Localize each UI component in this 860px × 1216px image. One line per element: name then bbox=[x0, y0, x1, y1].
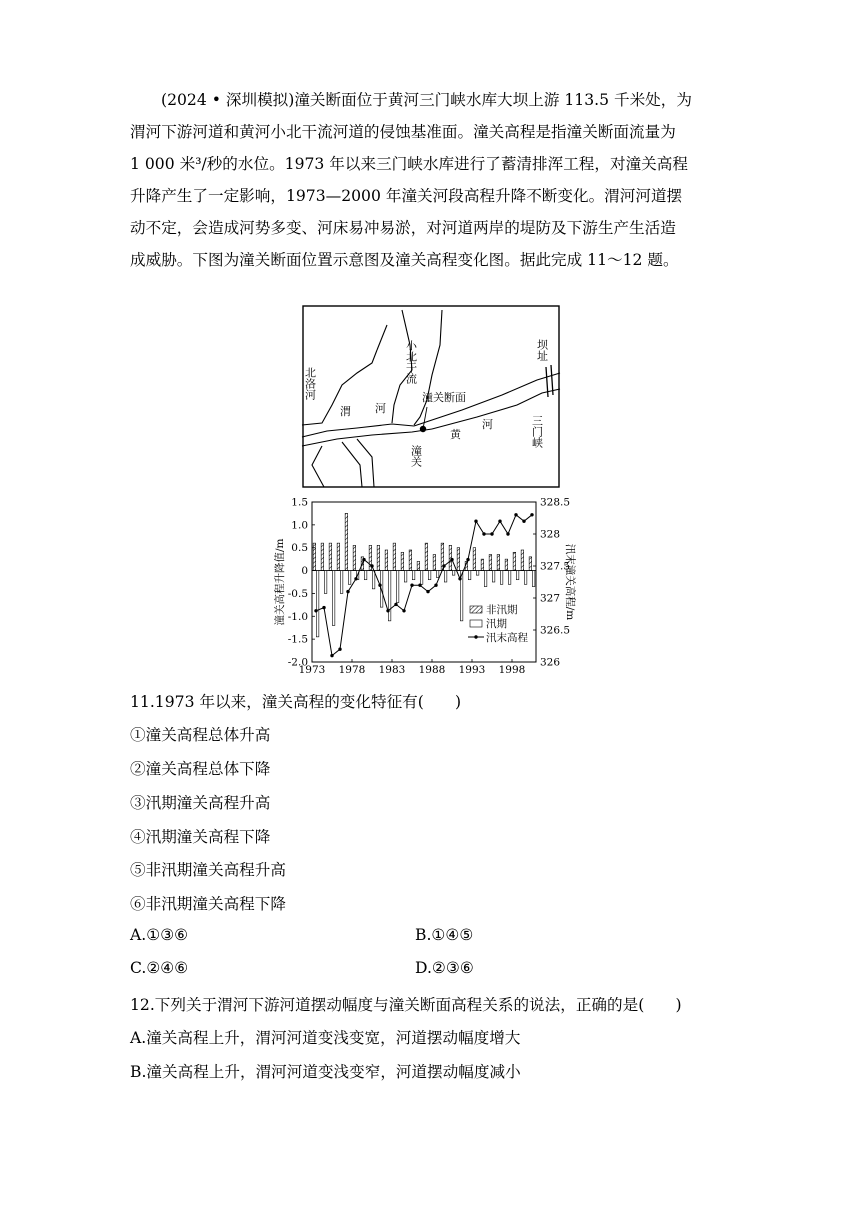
end-elevation-point bbox=[474, 520, 477, 523]
flood-bar bbox=[420, 571, 423, 585]
non-flood-bar bbox=[353, 545, 356, 570]
tongguan-label: 潼关 bbox=[409, 445, 423, 467]
x-tick-label: 1983 bbox=[378, 664, 406, 676]
flood-bar bbox=[340, 571, 343, 594]
y-right-tick-label: 328.5 bbox=[540, 496, 571, 509]
end-elevation-point bbox=[394, 603, 397, 606]
intro-line: 成威胁。下图为潼关断面位置示意图及潼关高程变化图。据此完成 11～12 题。 bbox=[130, 251, 679, 269]
end-elevation-point bbox=[426, 590, 429, 593]
flood-bar bbox=[516, 571, 519, 580]
non-flood-bar bbox=[521, 550, 524, 571]
map-label-beiluo-river bbox=[304, 367, 317, 401]
y-right-tick-label: 328 bbox=[540, 528, 561, 541]
non-flood-bar bbox=[393, 543, 396, 570]
flood-bar bbox=[444, 571, 447, 582]
flood-bar bbox=[492, 571, 495, 582]
end-elevation-point bbox=[498, 520, 501, 523]
end-elevation-point bbox=[346, 590, 349, 593]
y-left-tick-label: 1.0 bbox=[291, 519, 308, 532]
flood-bar bbox=[468, 571, 471, 580]
y-left-tick-label: 1.5 bbox=[291, 496, 308, 509]
legend-label-flood: 汛期 bbox=[486, 618, 507, 630]
y-left-tick-label: 0 bbox=[301, 565, 308, 578]
y-left-tick-label: -2.0 bbox=[287, 656, 308, 669]
non-flood-bar bbox=[345, 513, 348, 570]
huang-label-2: 河 bbox=[482, 418, 493, 431]
end-elevation-point bbox=[466, 558, 469, 561]
legend-label-line: 汛末高程 bbox=[486, 632, 528, 644]
flood-bar bbox=[500, 571, 503, 585]
non-flood-bar bbox=[417, 561, 420, 570]
wei-label-2: 河 bbox=[375, 402, 386, 415]
non-flood-bar bbox=[513, 552, 516, 570]
y-left-tick-label: -1.0 bbox=[287, 610, 308, 623]
xiaobei-label: 小北干流 bbox=[404, 340, 418, 384]
non-flood-bar bbox=[481, 559, 484, 570]
end-elevation-point bbox=[450, 558, 453, 561]
non-flood-bar bbox=[337, 543, 340, 570]
end-elevation-point bbox=[338, 648, 341, 651]
intro-line: (2024 • 深圳模拟)潼关断面位于黄河三门峡水库大坝上游 113.5 千米处，为 bbox=[161, 91, 692, 109]
intro-paragraph bbox=[130, 84, 730, 276]
non-flood-bar bbox=[425, 543, 428, 570]
end-elevation-point bbox=[370, 564, 373, 567]
non-flood-bar bbox=[329, 543, 332, 570]
end-elevation-point bbox=[386, 609, 389, 612]
y-left-tick-label: 0.5 bbox=[291, 542, 308, 555]
flood-bar bbox=[524, 571, 527, 585]
dam-label: 坝址 bbox=[535, 339, 549, 361]
non-flood-bar bbox=[377, 545, 380, 570]
end-elevation-point bbox=[530, 513, 533, 516]
q11-stem: 11.1973 年以来，潼关高程的变化特征有( ) bbox=[130, 693, 462, 711]
intro-line: 1 000 米³/秒的水位。1973 年以来三门峡水库进行了蓄清排浑工程，对潼关高程 bbox=[130, 155, 688, 173]
duanmian-label: 潼关断面 bbox=[422, 391, 466, 404]
non-flood-bar bbox=[409, 550, 412, 571]
q11-option-b[interactable]: B.①④⑤ bbox=[415, 926, 474, 944]
end-elevation-point bbox=[506, 532, 509, 535]
y-right-tick-label: 326.5 bbox=[540, 624, 571, 637]
non-flood-bar bbox=[489, 555, 492, 571]
end-elevation-point bbox=[330, 654, 333, 657]
flood-bar bbox=[332, 571, 335, 626]
chart-legend bbox=[468, 603, 528, 644]
y-right-tick-label: 326 bbox=[540, 656, 561, 669]
flood-bar bbox=[452, 571, 455, 576]
end-elevation-point bbox=[402, 609, 405, 612]
flood-bar bbox=[364, 571, 367, 580]
flood-bar bbox=[316, 571, 319, 637]
end-elevation-point bbox=[490, 532, 493, 535]
q12-option-b[interactable]: B.潼关高程上升，渭河河道变浅变窄，河道摆动幅度减小 bbox=[130, 1063, 521, 1081]
x-tick-label: 1998 bbox=[498, 664, 526, 676]
q11-item: ⑤非汛期潼关高程升高 bbox=[130, 861, 286, 879]
non-flood-bar bbox=[433, 555, 436, 571]
end-elevation-point bbox=[482, 532, 485, 535]
end-elevation-point bbox=[410, 584, 413, 587]
non-flood-bar bbox=[401, 552, 404, 570]
flood-bar bbox=[428, 571, 431, 580]
end-elevation-point bbox=[442, 564, 445, 567]
beiluo-label: 北洛河 bbox=[303, 367, 317, 400]
flood-bar bbox=[508, 571, 511, 585]
flood-bar bbox=[388, 571, 391, 621]
q12-option-a[interactable]: A.潼关高程上升，渭河河道变浅变宽，河道摆动幅度增大 bbox=[130, 1029, 521, 1047]
non-flood-bar bbox=[473, 548, 476, 571]
wei-label-1: 渭 bbox=[340, 405, 351, 418]
intro-line: 渭河下游河道和黄河小北干流河道的侵蚀基准面。潼关高程是指潼关断面流量为 bbox=[130, 123, 676, 141]
legend-swatch-point bbox=[474, 635, 477, 638]
legend-swatch-non-flood bbox=[470, 606, 482, 613]
non-flood-bar bbox=[313, 543, 316, 570]
q11-item: ④汛期潼关高程下降 bbox=[130, 828, 271, 846]
huang-label-1: 黄 bbox=[450, 428, 461, 441]
end-elevation-point bbox=[514, 513, 517, 516]
end-elevation-point bbox=[354, 577, 357, 580]
end-elevation-point bbox=[362, 558, 365, 561]
x-tick-label: 1988 bbox=[418, 664, 446, 676]
non-flood-bar bbox=[505, 559, 508, 570]
end-elevation-point bbox=[322, 606, 325, 609]
end-elevation-point bbox=[314, 609, 317, 612]
flood-bar bbox=[476, 571, 479, 576]
end-elevation-point bbox=[458, 577, 461, 580]
legend-label-non-flood: 非汛期 bbox=[486, 604, 518, 616]
end-elevation-point bbox=[418, 584, 421, 587]
x-tick-label: 1978 bbox=[338, 664, 366, 676]
q11-option-a[interactable]: A.①③⑥ bbox=[130, 926, 189, 944]
flood-bar bbox=[412, 571, 415, 580]
y-right-tick-label: 327 bbox=[540, 592, 561, 605]
q11-item: ③汛期潼关高程升高 bbox=[130, 794, 271, 812]
flood-bar bbox=[396, 571, 399, 603]
flood-bar bbox=[404, 571, 407, 582]
q12-stem: 12.下列关于渭河下游河道摆动幅度与潼关断面高程关系的说法，正确的是( ) bbox=[130, 996, 682, 1014]
y-left-axis-title: 潼关高程升降值/m bbox=[274, 538, 286, 626]
x-tick-label: 1993 bbox=[458, 664, 486, 676]
non-flood-bar bbox=[321, 543, 324, 570]
legend-swatch-flood bbox=[470, 620, 482, 627]
non-flood-bar bbox=[529, 557, 532, 571]
y-left-tick-label: -1.5 bbox=[287, 633, 308, 646]
non-flood-bar bbox=[457, 548, 460, 571]
q11-item: ①潼关高程总体升高 bbox=[130, 726, 271, 744]
non-flood-bar bbox=[385, 550, 388, 571]
x-tick-label: 1973 bbox=[298, 664, 326, 676]
q11-item: ⑥非汛期潼关高程下降 bbox=[130, 895, 286, 913]
elevation-chart bbox=[272, 494, 576, 676]
y-left-tick-label: -0.5 bbox=[287, 587, 308, 600]
q11-item: ②潼关高程总体下降 bbox=[130, 760, 271, 778]
y-right-axis-title: 汛末潼关高程/m bbox=[564, 543, 576, 621]
non-flood-bar bbox=[449, 545, 452, 570]
intro-line: 升降产生了一定影响，1973—2000 年潼关河段高程升降不断变化。渭河河道摆 bbox=[130, 187, 683, 205]
end-elevation-point bbox=[434, 584, 437, 587]
flood-bar bbox=[348, 571, 351, 585]
flood-bar bbox=[372, 571, 375, 589]
flood-bar bbox=[484, 571, 487, 587]
flood-bar bbox=[436, 571, 439, 578]
end-elevation-point bbox=[378, 584, 381, 587]
location-map bbox=[302, 305, 560, 488]
q11-option-c[interactable]: C.②④⑥ bbox=[130, 959, 189, 977]
q11-option-d[interactable]: D.②③⑥ bbox=[415, 959, 474, 977]
y-right-tick-label: 327.5 bbox=[540, 560, 571, 573]
flood-bar bbox=[324, 571, 327, 594]
non-flood-bar bbox=[497, 555, 500, 571]
end-elevation-point bbox=[522, 520, 525, 523]
flood-bar bbox=[532, 571, 535, 587]
intro-line: 动不定，会造成河势多变、河床易冲易淤，对河道两岸的堤防及下游生产生活造 bbox=[130, 219, 676, 237]
sanmenxia-label: 三门峡 bbox=[530, 415, 544, 448]
